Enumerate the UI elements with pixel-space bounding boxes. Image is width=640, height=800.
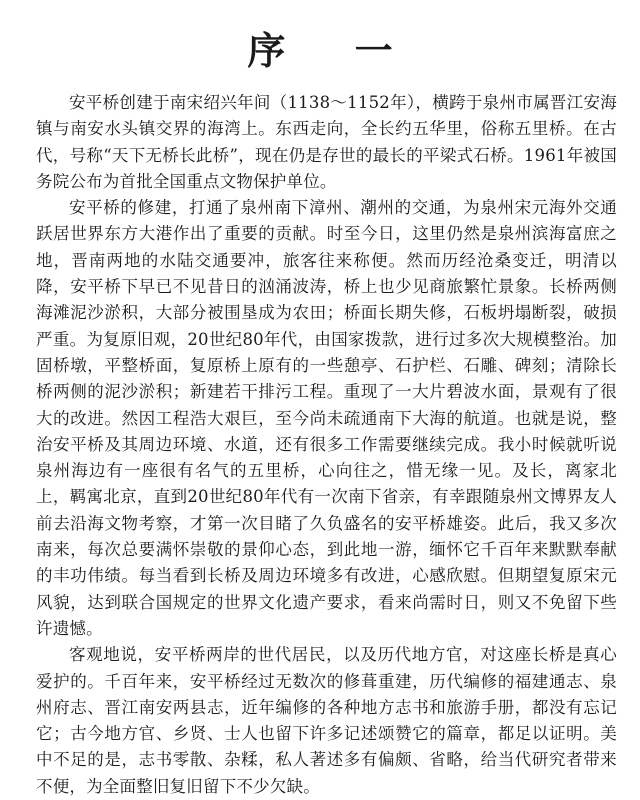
- paragraph-1: 安平桥创建于南宋绍兴年间（1138～1152年），横跨于泉州市属晋江安海镇与南安水头镇交界的海湾上。东西走向，全长约五华里，俗称五里桥。在古代，号称“天下无桥长此桥”，现在仍是存世的最长的平梁式石桥。1961年被国务院公布为首批全国重点文物保护单位。: [36, 93, 617, 191]
- paragraph-2: 安平桥的修建，打通了泉州南下漳州、潮州的交通，为泉州宋元海外交通跃居世界东方大港作出了重要的贡献。时至今日，这里仍然是泉州滨海富庶之地，晋南两地的水陆交通要冲，旅客往来称便。然而历经沧桑变迁，明清以降，安平桥下早已不见昔日的汹涌波涛，桥上也少见商旅繁忙景象。长桥两侧海滩泥沙淤积，大部分被围垦成为农田；桥面长期失修，石板坍塌断裂，破损严重。为复原旧观，20世纪80年代，由国家拨款，进行过多次大规模整治。加固桥墩，平整桥面，复原桥上原有的一些憩亭、石护栏、石雕、碑刻；清除长桥两侧的泥沙淤积；新建若干排污工程。重现了一大片碧波水面，景观有了很大的改进。然因工程浩大艰巨，至今尚未疏通南下大海的航道。也就是说，整治安平桥及其周边环境、水道，还有很多工作需要继续完成。我小时候就听说泉州海边有一座很有名气的五里桥，心向往之，惜无缘一见。及长，离家北上，羁寓北京，直到20世纪80年代有一次南下省亲，有幸跟随泉州文博界友人前去沿海文物考察，才第一次目睹了久负盛名的安平桥雄姿。此后，我又多次南来，每次总要满怀崇敬的景仰心态，到此地一游，缅怀它千百年来默默奉献的丰功伟绩。每当看到长桥及周边环境多有改进，心感欣慰。但期望复原宋元风貌，达到联合国规定的世界文化遗产要求，看来尚需时日，则又不免留下些许遗憾。: [36, 198, 617, 638]
- paragraph-3: 客观地说，安平桥两岸的世代居民，以及历代地方官，对这座长桥是真心爱护的。千百年来，安平桥经过无数次的修葺重建，历代编修的福建通志、泉州府志、晋江南安两县志，近年编修的各种地方志书和旅游手册，都没有忘记它；古今地方官、乡贤、士人也留下许多记述颂赞它的篇章，都足以证明。美中不足的是，志书零散、杂糅，私人著述多有偏颇、省略，给当代研究者带来不便，为全面整旧复旧留下不少欠缺。: [36, 645, 617, 796]
- page-title: 序 一: [247, 29, 421, 74]
- preface-body: [36, 90, 617, 800]
